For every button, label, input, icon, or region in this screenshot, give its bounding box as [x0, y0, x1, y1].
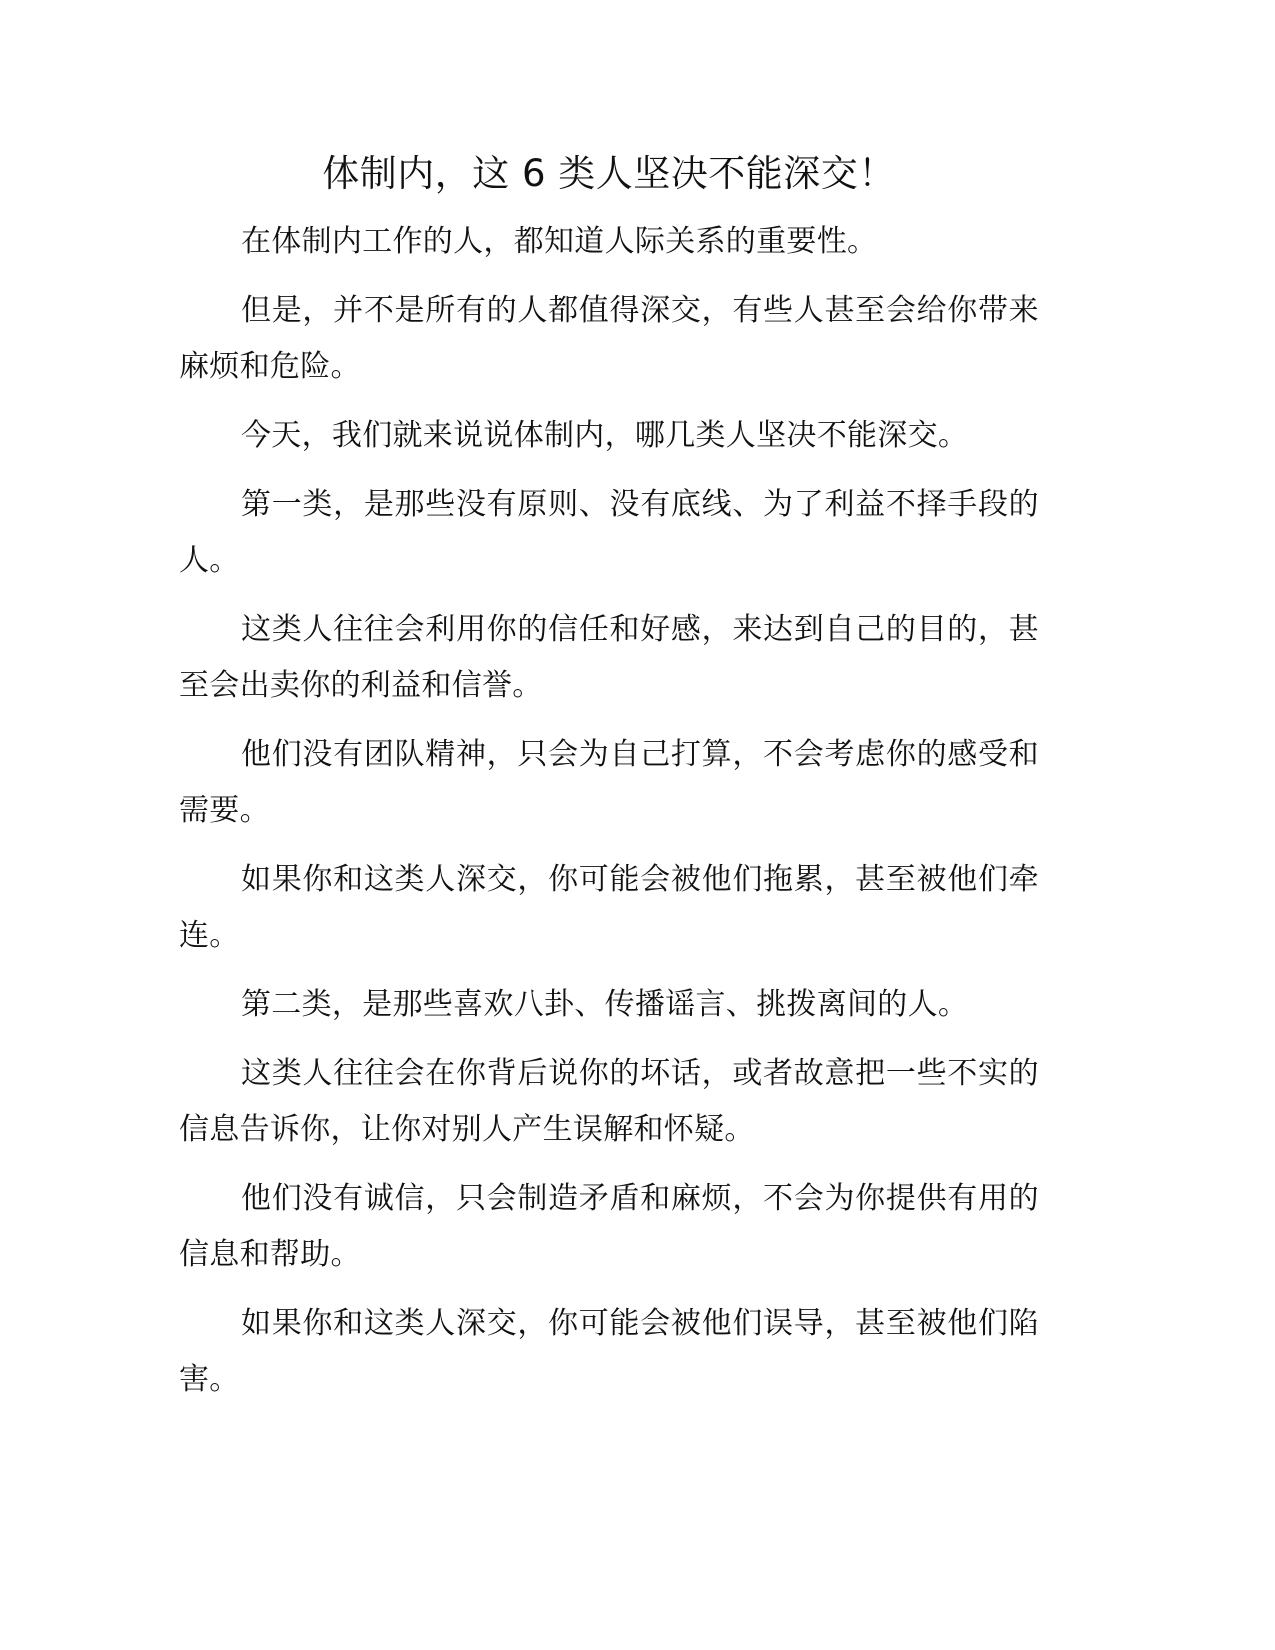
document-title: 体制内，这 6 类人坚决不能深交！ — [322, 152, 896, 195]
paragraph: 他们没有团队精神，只会为自己打算，不会考虑你的感受和需要。 — [179, 737, 1039, 828]
paragraph: 但是，并不是所有的人都值得深交，有些人甚至会给你带来麻烦和危险。 — [179, 293, 1039, 384]
document-body — [179, 148, 1039, 1421]
paragraph: 他们没有诚信，只会制造矛盾和麻烦，不会为你提供有用的信息和帮助。 — [179, 1181, 1039, 1272]
paragraph: 第二类，是那些喜欢八卦、传播谣言、挑拨离间的人。 — [241, 987, 969, 1022]
paragraph: 这类人往往会利用你的信任和好感，来达到自己的目的，甚至会出卖你的利益和信誉。 — [179, 612, 1039, 703]
paragraph: 这类人往往会在你背后说你的坏话，或者故意把一些不实的信息告诉你，让你对别人产生误解和怀疑。 — [179, 1056, 1039, 1147]
paragraph: 如果你和这类人深交，你可能会被他们拖累，甚至被他们牵连。 — [179, 862, 1039, 953]
paragraph: 在体制内工作的人，都知道人际关系的重要性。 — [241, 224, 878, 259]
paragraph: 第一类，是那些没有原则、没有底线、为了利益不择手段的人。 — [179, 487, 1039, 578]
paragraph: 今天，我们就来说说体制内，哪几类人坚决不能深交。 — [241, 418, 969, 453]
paragraph: 如果你和这类人深交，你可能会被他们误导，甚至被他们陷害。 — [179, 1306, 1039, 1397]
